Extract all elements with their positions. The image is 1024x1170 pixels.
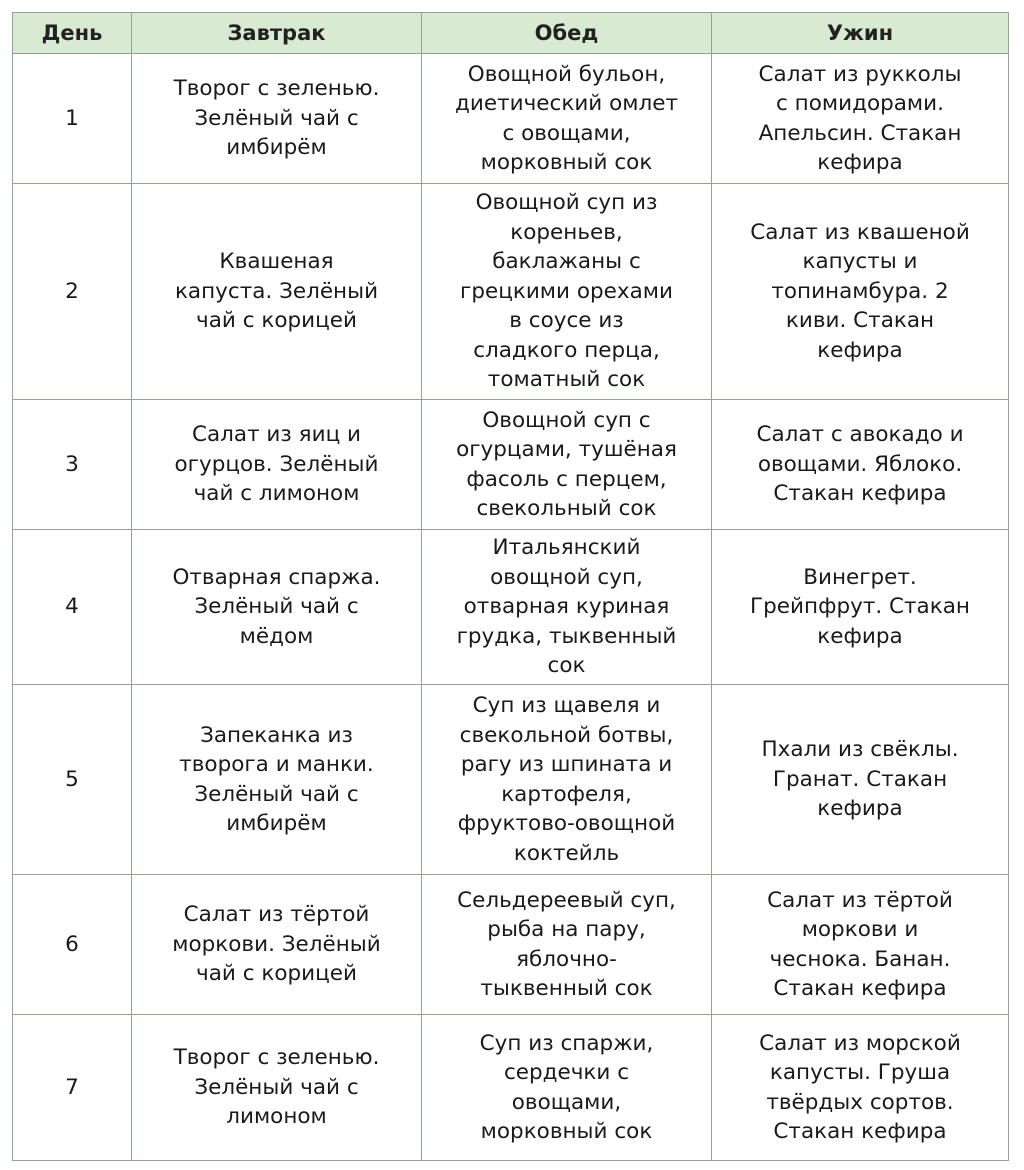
- dinner-cell: Салат из тёртой моркови и чеснока. Банан. Стакан кефира: [712, 875, 1009, 1015]
- dinner-cell: Салат с авокадо и овощами. Яблоко. Стакан кефира: [712, 400, 1009, 530]
- table-header: [13, 13, 1009, 54]
- table-row: [13, 400, 1009, 530]
- header-dinner: Ужин: [712, 13, 1009, 54]
- table-row: [13, 530, 1009, 685]
- lunch-cell: Суп из щавеля и свекольной ботвы, рагу из шпината и картофеля, фруктово-овощной коктейль: [422, 685, 712, 875]
- day-cell: 3: [13, 400, 132, 530]
- breakfast-cell: Творог с зеленью. Зелёный чай с лимоном: [132, 1015, 422, 1161]
- header-lunch: Обед: [422, 13, 712, 54]
- header-breakfast: Завтрак: [132, 13, 422, 54]
- day-cell: 5: [13, 685, 132, 875]
- lunch-cell: Овощной суп с огурцами, тушёная фасоль с перцем, свекольный сок: [422, 400, 712, 530]
- breakfast-cell: Салат из тёртой моркови. Зелёный чай с корицей: [132, 875, 422, 1015]
- header-row: [13, 13, 1009, 54]
- lunch-cell: Итальянский овощной суп, отварная куриная грудка, тыквенный сок: [422, 530, 712, 685]
- header-day: День: [13, 13, 132, 54]
- breakfast-cell: Творог с зеленью. Зелёный чай с имбирём: [132, 54, 422, 184]
- lunch-cell: Суп из спаржи, сердечки с овощами, морковный сок: [422, 1015, 712, 1161]
- breakfast-cell: Салат из яиц и огурцов. Зелёный чай с лимоном: [132, 400, 422, 530]
- table-body: [13, 54, 1009, 1161]
- table-row: [13, 685, 1009, 875]
- meal-plan-table-container: [12, 12, 1008, 1161]
- day-cell: 7: [13, 1015, 132, 1161]
- day-cell: 6: [13, 875, 132, 1015]
- day-cell: 2: [13, 184, 132, 400]
- dinner-cell: Винегрет. Грейпфрут. Стакан кефира: [712, 530, 1009, 685]
- day-cell: 1: [13, 54, 132, 184]
- breakfast-cell: Квашеная капуста. Зелёный чай с корицей: [132, 184, 422, 400]
- meal-plan-table: [12, 12, 1009, 1161]
- lunch-cell: Овощной суп из кореньев, баклажаны с грецкими орехами в соусе из сладкого перца, томатный сок: [422, 184, 712, 400]
- dinner-cell: Салат из морской капусты. Груша твёрдых сортов. Стакан кефира: [712, 1015, 1009, 1161]
- table-row: [13, 875, 1009, 1015]
- dinner-cell: Салат из рукколы с помидорами. Апельсин. Стакан кефира: [712, 54, 1009, 184]
- table-row: [13, 1015, 1009, 1161]
- breakfast-cell: Отварная спаржа. Зелёный чай с мёдом: [132, 530, 422, 685]
- lunch-cell: Сельдереевый суп, рыба на пару, яблочно- тыквенный сок: [422, 875, 712, 1015]
- table-row: [13, 54, 1009, 184]
- dinner-cell: Салат из квашеной капусты и топинамбура. 2 киви. Стакан кефира: [712, 184, 1009, 400]
- day-cell: 4: [13, 530, 132, 685]
- dinner-cell: Пхали из свёклы. Гранат. Стакан кефира: [712, 685, 1009, 875]
- table-row: [13, 184, 1009, 400]
- breakfast-cell: Запеканка из творога и манки. Зелёный чай с имбирём: [132, 685, 422, 875]
- lunch-cell: Овощной бульон, диетический омлет с овощами, морковный сок: [422, 54, 712, 184]
